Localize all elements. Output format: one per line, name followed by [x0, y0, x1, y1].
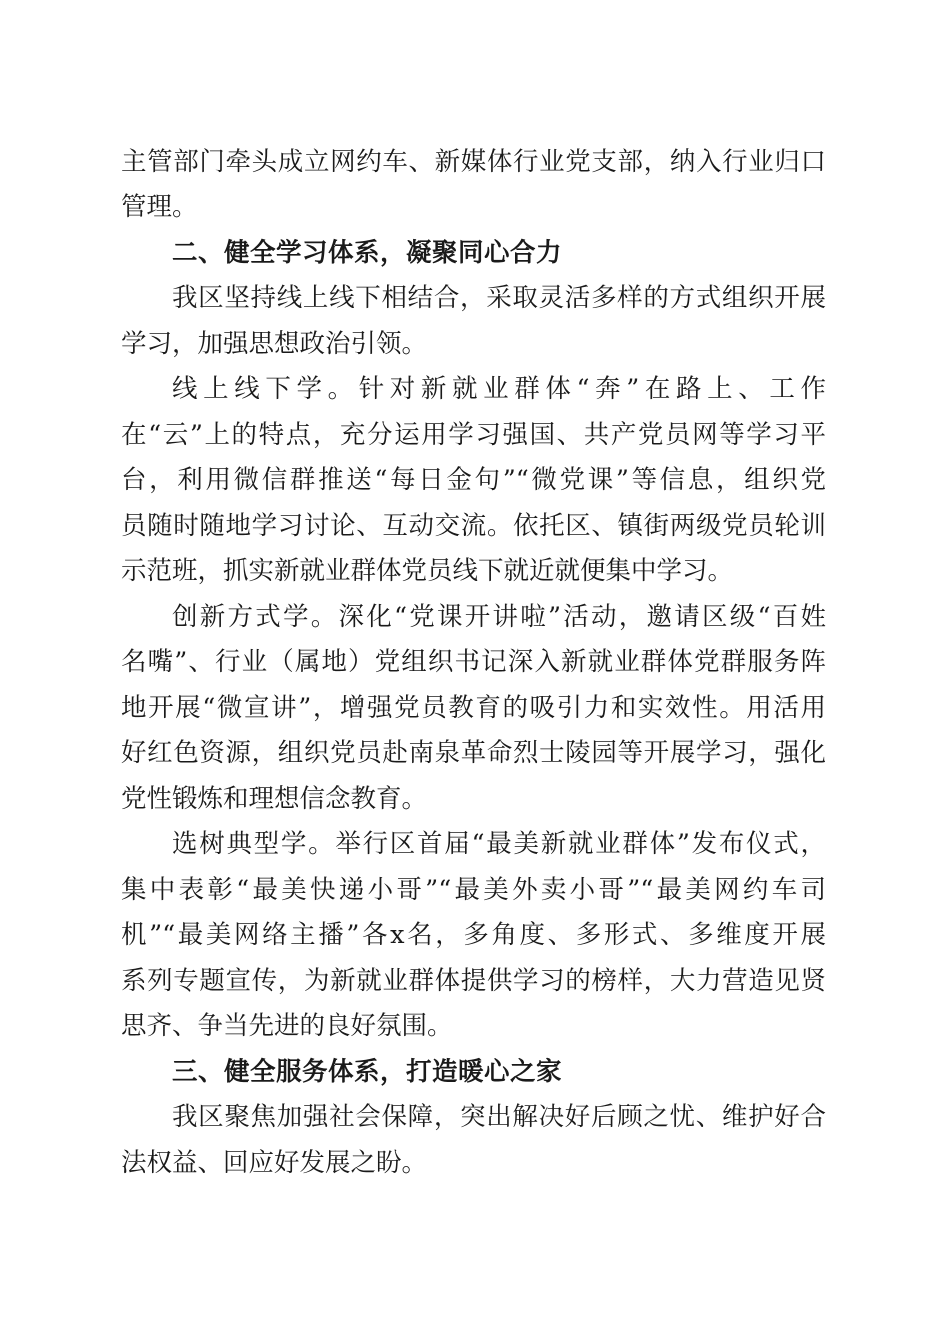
body-text-line: 管理。	[121, 192, 198, 222]
body-text-line: 集中表彰“最美快递小哥”“最美外卖小哥”“最美网约车司	[121, 875, 826, 905]
body-text-line: 好红色资源，组织党员赴南泉革命烈士陵园等开展学习，强化	[121, 738, 826, 768]
body-text-line: 地开展“微宣讲”，增强党员教育的吸引力和实效性。用活用	[121, 693, 826, 723]
body-text-line: 法权益、回应好发展之盼。	[121, 1148, 428, 1178]
body-text-line: 员随时随地学习讨论、互动交流。依托区、镇街两级党员轮训	[121, 511, 826, 541]
body-text-line: 我区聚焦加强社会保障，突出解决好后顾之忧、维护好合	[172, 1102, 826, 1132]
section-heading: 二、健全学习体系，凝聚同心合力	[172, 238, 563, 268]
body-text-line: 选树典型学。举行区首届“最美新就业群体”发布仪式，	[172, 829, 826, 859]
body-text-line: 学习，加强思想政治引领。	[121, 329, 428, 359]
body-text-line: 台，利用微信群推送“每日金句”“微党课”等信息，组织党	[121, 465, 826, 495]
body-text-line: 党性锻炼和理想信念教育。	[121, 784, 428, 814]
body-text-line: 机”“最美网络主播”各x名，多角度、多形式、多维度开展	[121, 920, 826, 950]
body-text-line: 思齐、争当先进的良好氛围。	[121, 1011, 453, 1041]
body-text-line: 我区坚持线上线下相结合，采取灵活多样的方式组织开展	[172, 283, 826, 313]
body-text-line: 示范班，抓实新就业群体党员线下就近就便集中学习。	[121, 556, 734, 586]
body-text-line: 名嘴”、行业（属地）党组织书记深入新就业群体党群服务阵	[121, 647, 826, 677]
section-heading: 三、健全服务体系，打造暖心之家	[172, 1057, 563, 1087]
body-text-line: 主管部门牵头成立网约车、新媒体行业党支部，纳入行业归口	[121, 147, 826, 177]
body-text-line: 在“云”上的特点，充分运用学习强国、共产党员网等学习平	[121, 420, 826, 450]
body-text-line: 线上线下学。针对新就业群体“奔”在路上、工作	[172, 374, 826, 404]
body-text-line: 创新方式学。深化“党课开讲啦”活动，邀请区级“百姓	[172, 602, 826, 632]
body-text-line: 系列专题宣传，为新就业群体提供学习的榜样，大力营造见贤	[121, 966, 826, 996]
